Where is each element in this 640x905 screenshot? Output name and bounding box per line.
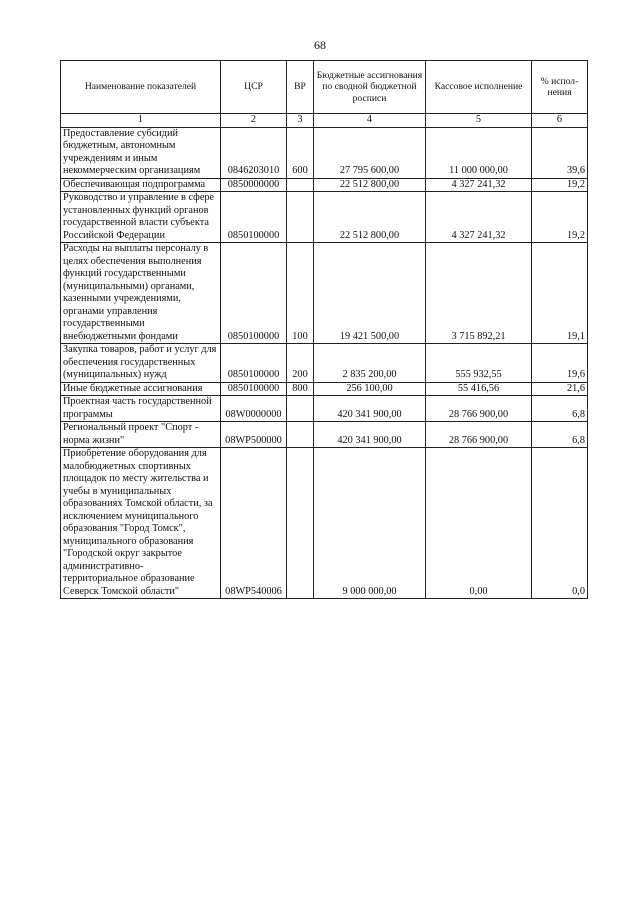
row-percent: 19,1 xyxy=(532,243,588,344)
table-row xyxy=(61,344,588,383)
row-cash: 0,00 xyxy=(426,448,532,599)
table-row xyxy=(61,178,588,192)
table-row xyxy=(61,192,588,243)
row-csr: 0850100000 xyxy=(221,382,287,396)
row-csr: 08WP540006 xyxy=(221,448,287,599)
row-vr xyxy=(287,422,314,448)
column-number: 5 xyxy=(426,114,532,128)
row-cash: 28 766 900,00 xyxy=(426,422,532,448)
row-vr: 600 xyxy=(287,127,314,178)
row-budget: 256 100,00 xyxy=(314,382,426,396)
row-vr xyxy=(287,396,314,422)
row-cash: 28 766 900,00 xyxy=(426,396,532,422)
header-csr: ЦСР xyxy=(221,61,287,114)
row-cash: 55 416,56 xyxy=(426,382,532,396)
table-row xyxy=(61,422,588,448)
column-number: 4 xyxy=(314,114,426,128)
column-number: 1 xyxy=(61,114,221,128)
row-name: Проектная часть государственной программы xyxy=(61,396,221,422)
row-cash: 555 932,55 xyxy=(426,344,532,383)
header-name: Наименование показателей xyxy=(61,61,221,114)
header-percent: % испол-нения xyxy=(532,61,588,114)
column-number-row xyxy=(61,114,588,128)
row-name: Закупка товаров, работ и услуг для обеспечения государственных (муниципальных) нужд xyxy=(61,344,221,383)
row-budget: 2 835 200,00 xyxy=(314,344,426,383)
row-csr: 08W0000000 xyxy=(221,396,287,422)
row-budget: 27 795 600,00 xyxy=(314,127,426,178)
row-budget: 22 512 800,00 xyxy=(314,192,426,243)
row-cash: 11 000 000,00 xyxy=(426,127,532,178)
table-row xyxy=(61,448,588,599)
row-percent: 19,6 xyxy=(532,344,588,383)
budget-execution-table xyxy=(60,60,588,599)
row-vr: 100 xyxy=(287,243,314,344)
row-percent: 6,8 xyxy=(532,422,588,448)
row-percent: 0,0 xyxy=(532,448,588,599)
row-cash: 3 715 892,21 xyxy=(426,243,532,344)
row-percent: 19,2 xyxy=(532,192,588,243)
row-name: Расходы на выплаты персоналу в целях обеспечения выполнения функций государственными (муниципальными) органами, казенными учреждениями, органами управления государственными внебюджетными фондами xyxy=(61,243,221,344)
header-cash: Кассовое исполнение xyxy=(426,61,532,114)
row-budget: 420 341 900,00 xyxy=(314,396,426,422)
column-number: 6 xyxy=(532,114,588,128)
table-row xyxy=(61,382,588,396)
row-name: Иные бюджетные ассигнования xyxy=(61,382,221,396)
row-name: Приобретение оборудования для малобюджетных спортивных площадок по месту жительства и учебы в муниципальных образованиях Томской области, за исключением муниципального образования "Город Томск", муниципального образования "Городской округ закрытое административно-территориальное образование Северск Томской области" xyxy=(61,448,221,599)
row-budget: 9 000 000,00 xyxy=(314,448,426,599)
row-csr: 0850100000 xyxy=(221,243,287,344)
header-vr: ВР xyxy=(287,61,314,114)
row-percent: 19,2 xyxy=(532,178,588,192)
row-percent: 6,8 xyxy=(532,396,588,422)
row-name: Обеспечивающая подпрограмма xyxy=(61,178,221,192)
row-budget: 420 341 900,00 xyxy=(314,422,426,448)
column-number: 2 xyxy=(221,114,287,128)
row-name: Руководство и управление в сфере установленных функций органов государственной власти субъекта Российской Федерации xyxy=(61,192,221,243)
row-cash: 4 327 241,32 xyxy=(426,192,532,243)
page-number: 68 xyxy=(314,38,326,52)
row-budget: 22 512 800,00 xyxy=(314,178,426,192)
row-cash: 4 327 241,32 xyxy=(426,178,532,192)
row-budget: 19 421 500,00 xyxy=(314,243,426,344)
table-header-row xyxy=(61,61,588,114)
header-budget: Бюджетные ассигнования по сводной бюджетной росписи xyxy=(314,61,426,114)
row-vr xyxy=(287,178,314,192)
row-percent: 21,6 xyxy=(532,382,588,396)
row-vr xyxy=(287,448,314,599)
row-vr: 800 xyxy=(287,382,314,396)
row-csr: 0850000000 xyxy=(221,178,287,192)
table-row xyxy=(61,127,588,178)
row-percent: 39,6 xyxy=(532,127,588,178)
row-csr: 0850100000 xyxy=(221,344,287,383)
row-name: Региональный проект "Спорт - норма жизни" xyxy=(61,422,221,448)
table-row xyxy=(61,396,588,422)
row-csr: 08WP500000 xyxy=(221,422,287,448)
row-vr xyxy=(287,192,314,243)
column-number: 3 xyxy=(287,114,314,128)
row-csr: 0846203010 xyxy=(221,127,287,178)
row-vr: 200 xyxy=(287,344,314,383)
table-row xyxy=(61,243,588,344)
row-csr: 0850100000 xyxy=(221,192,287,243)
row-name: Предоставление субсидий бюджетным, автономным учреждениям и иным некоммерческим организациям xyxy=(61,127,221,178)
